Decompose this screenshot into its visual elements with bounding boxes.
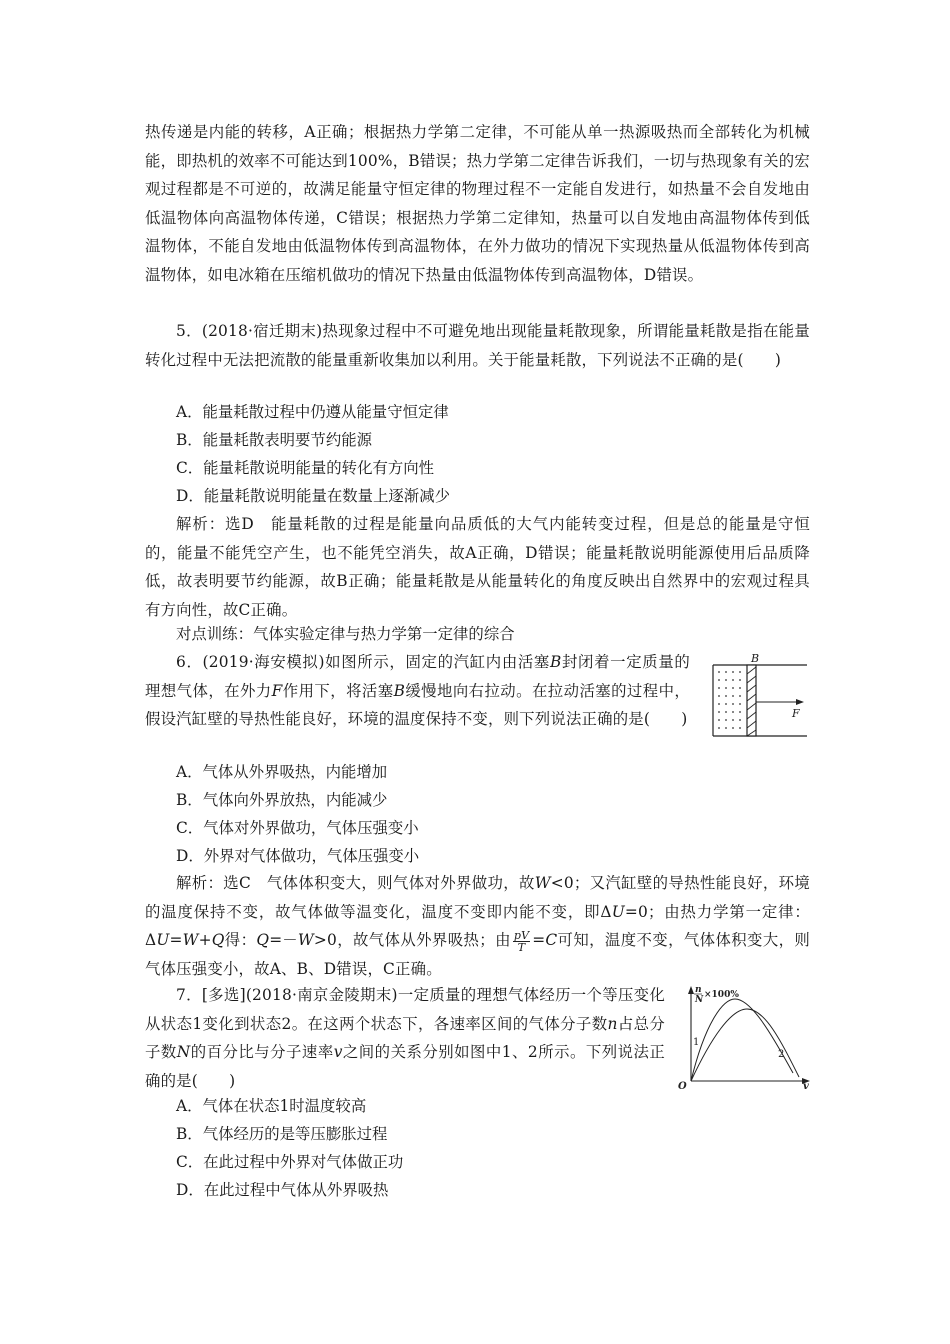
y-label-suffix: ×100% [704,990,739,1000]
y-arrow-icon [688,986,694,994]
q6-analysis: 解析：选C 气体体积变大，则气体对外界做功，故W<0；又汽缸壁的导热性能良好，环境的温度保持不变，故气体做等温变化，温度不变即内能不变，即ΔU=0；由热力学第一定律：ΔU=W+Q得：Q=－W>0，故气体从外界吸热；由 $\frac{pV}{T}$ =C可知，温度不变，气体体积变大，则气体压强变小，故A、B、D错误，C正确。 [145,874,810,978]
curve-1-label: 1 [693,1037,700,1048]
y-label-denominator: N [695,995,704,1005]
q6-option-a: A．气体从外界吸热，内能增加 [176,763,388,781]
cylinder-diagram [710,650,810,742]
curve-2 [691,1009,799,1081]
section-title: 对点训练：气体实验定律与热力学第一定律的综合 [176,625,515,643]
pv-over-t-fraction: $\frac{pV}{T}$ [513,928,530,954]
q7-option-a: A．气体在状态1时温度较高 [176,1097,367,1115]
q5-stem: 5．(2018·宿迁期末)热现象过程中不可避免地出现能量耗散现象，所谓能量耗散是指在能量转化过程中无法把流散的能量重新收集加以利用。关于能量耗散，下列说法不正确的是( ) [145,322,810,369]
intro-paragraph: 热传递是内能的转移，A正确；根据热力学第二定律，不可能从单一热源吸热而全部转化为机械能，即热机的效率不可能达到100%，B错误；热力学第二定律告诉我们，一切与热现象有关的宏观过程都是不可逆的，故满足能量守恒定律的物理过程不一定能自发进行，如热量不会自发地由低温物体向高温物体传递，C错误；根据热力学第二定律知，热量可以自发地由高温物体传到低温物体，不能自发地由低温物体传到高温物体，在外力做功的情况下实现热量从低温物体传到高温物体，如电冰箱在压缩机做功的情况下热量由低温物体传到高温物体，D错误。 [145,123,810,284]
q6-option-c: C．气体对外界做功，气体压强变小 [176,819,419,837]
piston [747,665,756,736]
arrow-head-icon [796,699,804,705]
piston-label: B [751,652,760,665]
q6-stem: 6．(2019·海安模拟)如图所示，固定的汽缸内由活塞B封闭着一定质量的理想气体，在外力F作用下，将活塞B缓慢地向右拉动。在拉动活塞的过程中，假设汽缸壁的导热性能良好，环境的温度保持不变，则下列说法正确的是( ) [145,653,691,728]
y-label-numerator: n [695,985,702,995]
q7-option-b: B．气体经历的是等压膨胀过程 [176,1125,388,1143]
q5-option-d: D．能量耗散说明能量在数量上逐渐减少 [176,487,450,505]
q6-cylinder-figure [710,650,810,742]
q6-option-b: B．气体向外界放热，内能减少 [176,791,388,809]
q5-option-b: B．能量耗散表明要节约能源 [176,431,372,449]
q6-option-d: D．外界对气体做功，气体压强变小 [176,847,420,865]
x-label: v [803,1081,809,1089]
speed-distribution-plot [675,983,815,1089]
curve-1 [691,999,793,1081]
q7-stem: 7．[多选](2018·南京金陵期末)一定质量的理想气体经历一个等压变化从状态1变化到状态2。在这两个状态下，各速率区间的气体分子数n占总分子数N的百分比与分子速率v之间的关系分别如图中1、2所示。下列说法正确的是( ) [145,986,665,1090]
q7-distribution-figure [675,983,815,1089]
force-label: F [792,707,800,720]
origin-label: O [678,1081,687,1089]
gas-dots [718,671,741,729]
q5-analysis: 解析：选D 能量耗散的过程是能量向品质低的大气内能转变过程，但是总的能量是守恒的，能量不能凭空产生，也不能凭空消失，故A正确，D错误；能量耗散说明能源使用后品质降低，故表明要节约能源，故B正确；能量耗散是从能量转化的角度反映出自然界中的宏观过程具有方向性，故C正确。 [145,515,810,619]
q5-option-a: A．能量耗散过程中仍遵从能量守恒定律 [176,403,449,421]
q7-option-c: C．在此过程中外界对气体做正功 [176,1153,404,1171]
curve-2-label: 2 [778,1049,785,1060]
q7-option-d: D．在此过程中气体从外界吸热 [176,1181,389,1199]
q5-option-c: C．能量耗散说明能量的转化有方向性 [176,459,435,477]
